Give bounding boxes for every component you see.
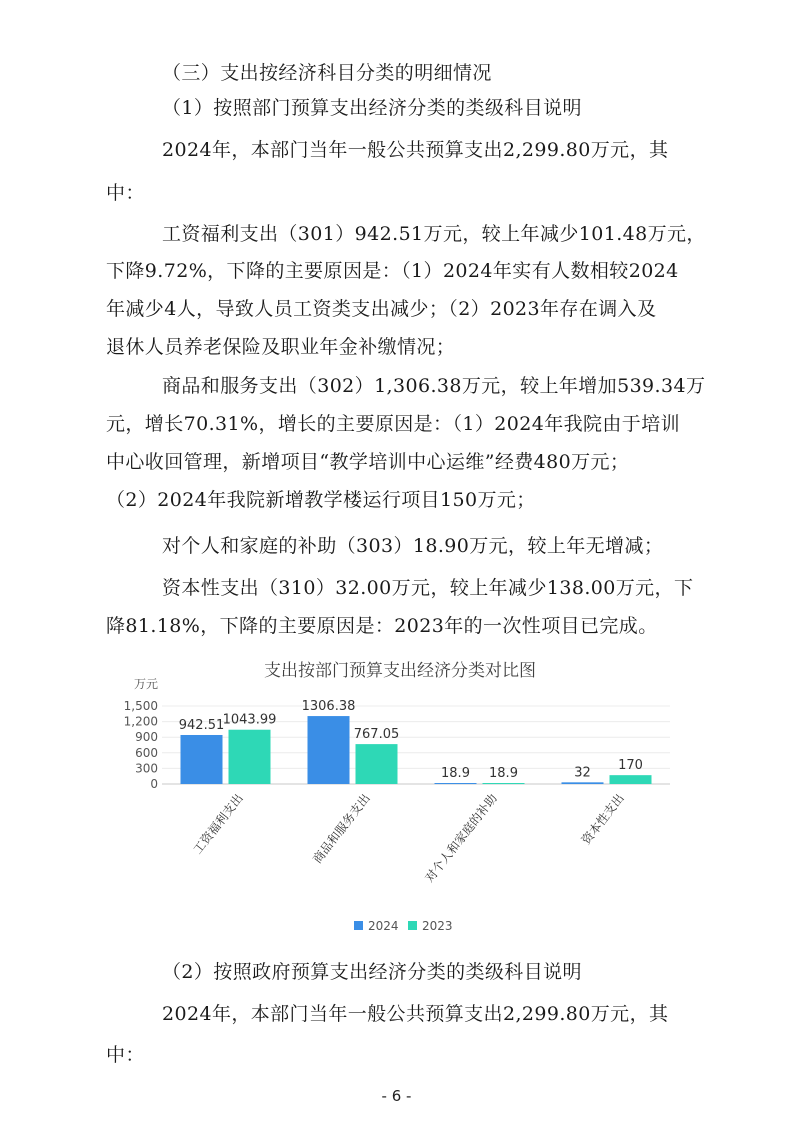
paragraph-line: 中： (106, 1044, 145, 1066)
bar-2024 (435, 783, 477, 784)
bar-2023 (610, 775, 652, 784)
chart-title: 支出按部门预算支出经济分类对比图 (264, 661, 536, 681)
y-tick-label: 900 (135, 730, 158, 745)
paragraph-line: （2）2024年我院新增教学楼运行项目150万元； (106, 489, 536, 511)
bar-2023 (229, 730, 271, 784)
y-tick-label: 0 (150, 777, 158, 791)
category-label: 资本性支出 (578, 791, 627, 848)
y-tick-label: 300 (135, 761, 158, 776)
y-tick-label: 1,200 (123, 714, 158, 729)
legend-swatch (408, 921, 417, 930)
paragraph-line: 2024年，本部门当年一般公共预算支出2,299.80万元，其 (162, 139, 669, 161)
page-number: - 6 - (381, 1087, 412, 1105)
paragraph-line: 年减少4人，导致人员工资类支出减少；（2）2023年存在调入及 (106, 298, 657, 320)
y-tick-label: 600 (135, 745, 158, 760)
paragraph-line: 2024年，本部门当年一般公共预算支出2,299.80万元，其 (162, 1003, 669, 1025)
paragraph-line: 工资福利支出（301）942.51万元，较上年减少101.48万元， (162, 223, 706, 245)
legend-label: 2024 (368, 919, 399, 933)
bar-2023 (356, 744, 398, 784)
bar-2023 (483, 783, 525, 784)
bar-chart (110, 650, 690, 950)
paragraph-line: 对个人和家庭的补助（303）18.90万元，较上年无增减； (162, 535, 664, 557)
category-label: 对个人和家庭的补助 (422, 791, 500, 885)
data-label: 18.9 (441, 766, 470, 782)
category-label: 商品和服务支出 (310, 791, 373, 867)
chart-canvas (110, 650, 690, 950)
data-label: 1043.99 (222, 712, 277, 728)
bar-2024 (562, 782, 604, 784)
data-label: 18.9 (489, 766, 518, 782)
y-tick-label: 1,500 (123, 699, 158, 713)
legend-label: 2023 (422, 919, 453, 933)
legend-swatch (354, 921, 363, 930)
data-label: 942.51 (178, 717, 225, 733)
bar-2024 (181, 735, 223, 784)
subsection-heading: （1）按照部门预算支出经济分类的类级科目说明 (162, 97, 582, 119)
section-heading: （三）支出按经济科目分类的明细情况 (162, 62, 492, 84)
data-label: 1306.38 (301, 699, 356, 715)
paragraph-line: 元，增长70.31%，增长的主要原因是：（1）2024年我院由于培训 (106, 413, 680, 435)
paragraph-line: 降81.18%，下降的主要原因是：2023年的一次性项目已完成。 (106, 615, 658, 637)
data-label: 767.05 (353, 727, 400, 743)
category-label: 工资福利支出 (190, 791, 246, 857)
paragraph-line: 中心收回管理，新增项目“教学培训中心运维”经费480万元； (106, 451, 630, 473)
data-label: 32 (574, 765, 591, 781)
paragraph-line: 下降9.72%，下降的主要原因是：（1）2024年实有人数相较2024 (106, 260, 679, 282)
data-label: 170 (618, 758, 643, 774)
paragraph-line: 资本性支出（310）32.00万元，较上年减少138.00万元，下 (162, 577, 694, 599)
subsection-heading: （2）按照政府预算支出经济分类的类级科目说明 (162, 961, 582, 983)
paragraph-line: 商品和服务支出（302）1,306.38万元，较上年增加539.34万 (162, 375, 706, 397)
y-axis-unit: 万元 (134, 677, 159, 691)
bar-2024 (308, 716, 350, 784)
paragraph-line: 退休人员养老保险及职业年金补缴情况； (106, 336, 456, 358)
paragraph-line: 中： (106, 182, 145, 204)
